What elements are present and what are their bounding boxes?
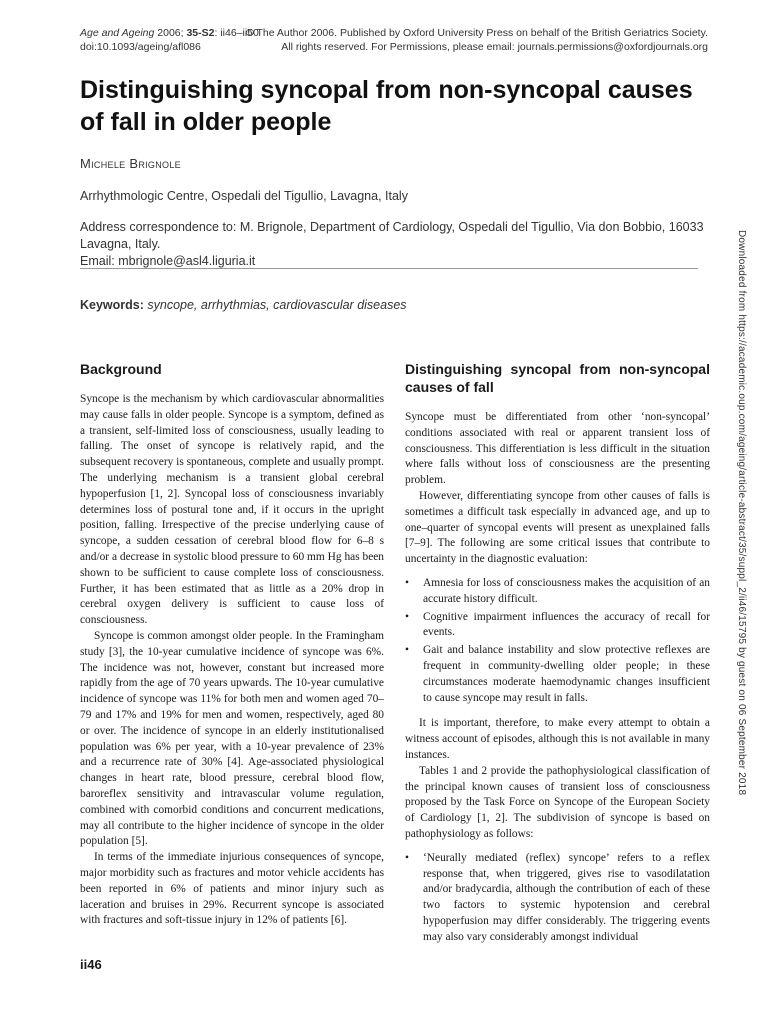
journal-year: 2006; — [154, 27, 187, 39]
bullet-list — [405, 851, 710, 946]
list-item: • Gait and balance instability and slow protective reflexes are frequent in community-dwelling older people; in these circumstances moderate haemodynamic changes insufficient to cause syncope may result in falls. — [405, 644, 710, 704]
paragraph: However, differentiating syncope from other causes of falls is sometimes a difficult task especially in advanced age, and up to one–quarter of syncopal events will present as unexplained falls [7–9]. The following are some critical issues that contribute to uncertainty in the diagnostic evaluation: — [405, 489, 710, 566]
bullet-glyph: • — [405, 644, 409, 657]
section-heading-background: Background — [80, 361, 162, 377]
right-column — [405, 360, 710, 956]
section-heading-distinguishing: Distinguishing syncopal from non-syncopal causes of fall — [405, 361, 710, 395]
paragraph: Syncope must be differentiated from other ‘non-syncopal’ conditions associated with real or apparent transient loss of consciousness. This differentiation is less difficult in the situation where falls without loss of consciousness are the presenting problem. — [405, 411, 710, 487]
page-number: ii46 — [80, 957, 102, 972]
bullet-glyph: • — [405, 610, 409, 623]
paragraph: Syncope is the mechanism by which cardiovascular abnormalities may cause falls in older people. Syncope is a symptom, defined as a transient, self-limited loss of consciousness, usually leading to falling. The onset of syncope is relatively rapid, and the subsequent recovery is spontaneous, complete and usually prompt. The underlying mechanism is a transient global cerebral hypoperfusion [1, 2]. Syncopal loss of consciousness invariably determines loss of postural tone and, if it occurs in the upright position, falling. Irrespective of the precise underlying cause of syncope, a sudden cessation of cerebral blood flow for 6–8 s and/or a decrease in systolic blood pressure to 60 mm Hg has been shown to be sufficient to cause complete loss of consciousness. Further, it has been estimated that as little as a 20% drop in cerebral oxygen delivery is sufficient to cause loss of consciousness. — [80, 393, 384, 627]
rights-line: All rights reserved. For Permissions, please email: journals.permissions@oxfordjournals.org — [281, 41, 708, 53]
download-notice-text: Downloaded from https://academic.oup.com/ageing/article-abstract/35/suppl_2/ii46/15795 by guest on 06 September 2018 — [736, 230, 747, 796]
bullet-list — [405, 576, 710, 706]
citation-line — [80, 26, 259, 40]
running-header-copyright — [246, 26, 708, 54]
paragraph: In terms of the immediate injurious consequences of syncope, major morbidity such as fractures and motor vehicle accidents has been reported in 6% of patients and minor injury such as laceration and bruises in 29%. Recurrent syncope is associated with fractures and soft-tissue injury in 12% of patients [6]. — [80, 851, 384, 927]
paragraph: Syncope is common amongst older people. In the Framingham study [3], the 10-year cumulative incidence of syncope was 6%. The incidence was not, however, constant but increased more rapidly from the age of 70 years upwards. The 10-year cumulative incidence of syncope was 11% for both men and women aged 70–79 and 17% and 19% for men and women, respectively, aged 80 or over. The incidence of syncope in an elderly institutionalised population was 6% per year, with a 10-year prevalence of 23% and a recurrence rate of 30% [4]. Age-associated physiological changes in heart rate, blood pressure, cerebral blood flow, baroreflex sensitivity and intravascular volume regulation, combined with comorbid conditions and concurrent medications, may all contribute to the higher incidence of syncope in the older population [5]. — [80, 629, 384, 848]
address-line: Address correspondence to: M. Brignole, Department of Cardiology, Ospedali del Tigullio, Via don Bobbio, 16033 Lavagna, Italy. — [80, 220, 704, 251]
journal-volume: 35-S2 — [186, 27, 215, 39]
left-column — [80, 360, 384, 929]
copyright-line: © The Author 2006. Published by Oxford University Press on behalf of the British Geriatrics Society. — [246, 27, 708, 39]
keywords-label: Keywords: — [80, 298, 144, 312]
header-divider — [80, 268, 698, 269]
author-name: Michele Brignole — [80, 156, 181, 171]
email-line: Email: mbrignole@asl4.liguria.it — [80, 254, 256, 268]
author-affiliation: Arrhythmologic Centre, Ospedali del Tigullio, Lavagna, Italy — [80, 189, 408, 203]
paragraph: Tables 1 and 2 provide the pathophysiological classification of the principal known causes of transient loss of consciousness proposed by the Task Force on Syncope of the European Society of Cardiology [1, 2]. The subdivision of syncope is based on pathophysiology as follows: — [405, 764, 710, 840]
paragraph: It is important, therefore, to make every attempt to obtain a witness account of episodes, although this is not available in many instances. — [405, 717, 710, 761]
doi: doi:10.1093/ageing/afl086 — [80, 41, 201, 53]
journal-pages: : ii46–ii50 — [214, 27, 259, 39]
keywords — [80, 298, 407, 312]
running-header-citation — [80, 26, 259, 54]
download-notice — [736, 230, 750, 796]
correspondence-address — [80, 219, 720, 270]
article-title: Distinguishing syncopal from non-syncopal causes of fall in older people — [80, 76, 693, 136]
list-item: • ‘Neurally mediated (reflex) syncope’ refers to a reflex response that, when triggered, gives rise to vasodilatation and/or bradycardia, although the contribution of each of these two factors to systemic hypotension and cerebral hypoperfusion may differ considerably. The triggering events may also vary considerably amongst individual — [405, 851, 710, 943]
journal-name: Age and Ageing — [80, 27, 155, 39]
list-item: • Cognitive impairment influences the accuracy of recall for events. — [405, 610, 710, 639]
bullet-glyph: • — [405, 576, 409, 589]
bullet-glyph: • — [405, 851, 409, 864]
list-item: • Amnesia for loss of consciousness makes the acquisition of an accurate history difficult. — [405, 576, 710, 605]
keywords-list: syncope, arrhythmias, cardiovascular diseases — [143, 298, 407, 312]
